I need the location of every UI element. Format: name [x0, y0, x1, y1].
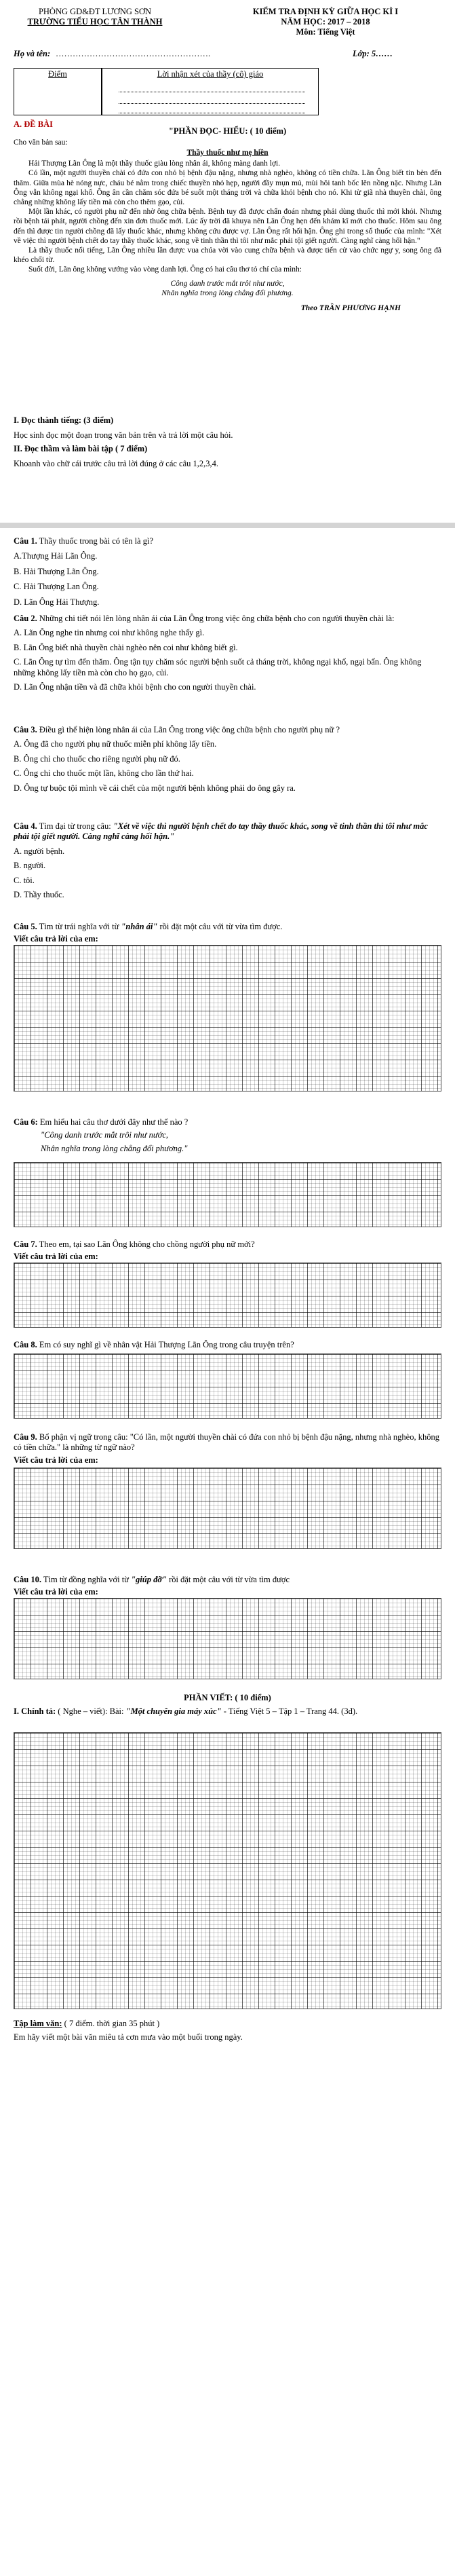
q3-text: Điều gì thể hiện lòng nhân ái của Lãn Ông trong việc ông chữa bệnh cho người phụ nữ ?	[39, 725, 340, 734]
page-separator	[0, 523, 455, 528]
q1-option-b[interactable]: B. Hải Thượng Lãn Ông.	[14, 566, 99, 576]
dept-name: PHÒNG GD&ĐT LƯƠNG SƠN	[38, 7, 152, 16]
q2-text: Những chi tiết nói lên lòng nhân ái của Lãn Ông trong việc ông chữa bệnh cho con người thuyền chài là:	[39, 614, 395, 623]
q4-option-d[interactable]: D. Thầy thuốc.	[14, 890, 64, 900]
q1-option-a[interactable]: A.Thượng Hải Lãn Ông.	[14, 551, 98, 561]
reading-silent-heading: II. Đọc thầm và làm bài tập ( 7 điểm)	[14, 444, 148, 453]
exam-title: KIỂM TRA ĐỊNH KỲ GIỮA HỌC KÌ I	[252, 7, 399, 16]
q6-poem-line-2: Nhân nghĩa trong lòng chẳng đổi phương."	[41, 1143, 188, 1153]
question-6	[14, 1117, 441, 1154]
q2-label: Câu 2.	[14, 614, 37, 623]
story-paragraph-2: Có lần, một người thuyền chài có đứa con nhỏ bị bệnh đậu nặng, nhưng nhà nghèo, không có tiền chữa. Lãn Ông biết tin bèn đến thăm. Giữa mùa hè nóng nực, cháu bé nằm trong chiếc thuyền nhỏ hẹp, người đầy mụn mủ, mùi hôi tanh bốc lên nồng nặc. Nhưng Lãn Ông vẫn không ngại khổ. Ông ân cần chăm sóc đứa bé suốt một tháng trời và chữa khỏi bệnh cho nó. Khi từ giã nhà thuyền chài, ông chẳng những không lấy tiền mà còn cho thêm gạo, củi.	[14, 169, 441, 207]
q5-answer-label: Viết câu trả lời của em:	[14, 934, 98, 944]
q2-option-b[interactable]: B. Lãn Ông biết nhà thuyền chài nghèo nên coi như không biết gì.	[14, 642, 238, 652]
q8-text: Em có suy nghĩ gì về nhân vật Hải Thượng Lãn Ông trong câu truyện trên?	[39, 1340, 294, 1349]
poem-line-1: Công danh trước mắt trôi như nước,	[170, 279, 285, 288]
q10-answer-label: Viết câu trả lời của em:	[14, 1587, 98, 1597]
q4-text: Tìm đại từ trong câu:	[39, 821, 111, 831]
q10-text-before: Tìm từ đồng nghĩa với từ	[43, 1575, 129, 1584]
question-8	[14, 1340, 441, 1350]
q4-label: Câu 4.	[14, 821, 37, 831]
q8-label: Câu 8.	[14, 1340, 37, 1349]
q5-text-after: rồi đặt một câu với từ vừa tìm được.	[159, 922, 283, 931]
score-label: Điểm	[48, 69, 67, 79]
q4-quote: "Xét về việc thì người bệnh chết do tay thầy thuốc khác, song về tinh thần thì tôi như mắc phải tội giết người. Càng nghĩ càng hối hận."	[14, 821, 428, 842]
dictation-grid[interactable]	[14, 1732, 441, 2009]
author: Theo TRẦN PHƯƠNG HẠNH	[300, 304, 401, 313]
part-a-heading: A. ĐỀ BÀI	[14, 119, 53, 129]
q10-text-after: rồi đặt một câu với từ vừa tìm được	[169, 1575, 290, 1584]
school-year: NĂM HỌC: 2017 – 2018	[281, 17, 370, 26]
page-1	[0, 0, 455, 523]
q2-option-a[interactable]: A. Lãn Ông nghe tin nhưng coi như không nghe thấy gì.	[14, 628, 205, 638]
part-reading-title: "PHẦN ĐỌC- HIỂU: ( 10 điểm)	[168, 126, 287, 136]
q3-label: Câu 3.	[14, 725, 37, 734]
class-label[interactable]: Lớp: 5……	[353, 49, 393, 58]
reading-aloud-text: Học sinh đọc một đoạn trong văn bản trên và trả lời một câu hỏi.	[14, 430, 233, 440]
q9-answer-label: Viết câu trả lời của em:	[14, 1455, 98, 1465]
story-paragraph-5: Suốt đời, Lãn ông không vướng vào vòng danh lợi. Ông có hai câu thơ tỏ chí của mình:	[28, 265, 302, 274]
question-5	[14, 922, 441, 945]
question-4	[14, 821, 441, 900]
story-paragraph-1: Hải Thượng Lãn Ông là một thầy thuốc giàu lòng nhân ái, không màng danh lợi.	[28, 160, 281, 168]
comment-line-2	[119, 103, 305, 104]
q7-answer-grid[interactable]	[14, 1263, 441, 1328]
q6-text: Em hiểu hai câu thơ dưới đây như thế nào ?	[39, 1117, 189, 1127]
story-paragraph-4: Là thầy thuốc nổi tiếng, Lãn Ông nhiều lần được vua chúa vời vào cung chữa bệnh và được tiến cử vào chức ngự y, song ông đã khéo chối từ.	[14, 246, 441, 265]
q4-option-c[interactable]: C. tôi.	[14, 875, 35, 885]
school-name: TRƯỜNG TIỂU HỌC TÂN THÀNH	[27, 17, 163, 26]
essay-label: Tập làm văn:	[14, 2019, 62, 2028]
question-7	[14, 1239, 441, 1263]
q5-text-before: Tìm từ trái nghĩa với từ	[39, 922, 119, 931]
q8-answer-grid[interactable]	[14, 1354, 441, 1419]
q7-label: Câu 7.	[14, 1239, 37, 1249]
story-paragraph-3: Một lần khác, có người phụ nữ đến nhờ ông chữa bệnh. Bệnh tuy đã được chẩn đoán nhưng phải dùng thuốc thì mới khỏi. Nhưng rồi bệnh tái phát, người chồng đến xin đơn thuốc mới. Lúc ấy trời đã khuya nên Lãn Ông hẹn đến khám kĩ mới cho thuốc. Hôm sau ông đến thì được tin người chồng đã lấy thuốc khác, nhưng không cứu được vợ. Lãn Ông rất hối hận. Ông ghi trong sổ thuốc của mình: "Xét về việc thì người bệnh chết do tay thầy thuốc khác, song về tinh thần thì tôi như mắc phải tội giết người. Càng nghĩ càng hối hận."	[14, 208, 441, 245]
q6-answer-grid[interactable]	[14, 1162, 441, 1227]
q7-answer-label: Viết câu trả lời của em:	[14, 1252, 98, 1262]
q3-option-a[interactable]: A. Ông đã cho người phụ nữ thuốc miễn phí không lấy tiền.	[14, 739, 217, 749]
question-1	[14, 536, 441, 608]
dictation-text: ( Nghe – viết): Bài:	[58, 1706, 124, 1716]
q2-option-c[interactable]: C. Lãn Ông tự tìm đến thăm. Ông tận tụy chăm sóc người bệnh suốt cả tháng trời, không ngại khổ, ngại bẩn. Ông không những không lấy tiền mà còn cho họ gạo, củi.	[14, 657, 422, 677]
question-3	[14, 725, 441, 794]
instruction: Cho văn bản sau:	[14, 138, 68, 147]
q7-text: Theo em, tại sao Lãn Ông không cho chồng người phụ nữ mới?	[39, 1239, 255, 1249]
name-field[interactable]: ……………………………………………….	[56, 49, 211, 58]
q5-label: Câu 5.	[14, 922, 37, 931]
q5-keyword: "nhân ái"	[121, 922, 158, 931]
q10-label: Câu 10.	[14, 1575, 41, 1584]
name-label: Họ và tên:	[14, 49, 51, 58]
essay-instructions	[14, 2019, 441, 2029]
reading-aloud-heading: I. Đọc thành tiếng: (3 điểm)	[14, 415, 114, 425]
q1-text: Thầy thuốc trong bài có tên là gì?	[39, 536, 153, 546]
story	[14, 148, 441, 313]
subject: Môn: Tiếng Việt	[296, 27, 355, 37]
q1-option-c[interactable]: C. Hải Thượng Lan Ông.	[14, 582, 99, 592]
q3-option-b[interactable]: B. Ông chỉ cho thuốc cho riêng người phụ nữ đó.	[14, 753, 180, 764]
poem-line-2: Nhân nghĩa trong lòng chẳng đổi phương.	[161, 288, 294, 297]
q2-option-d[interactable]: D. Lãn Ông nhận tiền và đã chữa khỏi bệnh cho con người thuyền chài.	[14, 682, 256, 692]
question-10	[14, 1575, 441, 1598]
dictation-title: "Một chuyên gia máy xúc"	[125, 1706, 222, 1716]
reading-silent-text: Khoanh vào chữ cái trước câu trả lời đúng ở các câu 1,2,3,4.	[14, 459, 219, 468]
q6-poem-line-1: "Công danh trước mắt trôi như nước,	[41, 1130, 169, 1140]
q3-option-c[interactable]: C. Ông chỉ cho thuốc một lần, không cho lần thứ hai.	[14, 768, 194, 779]
q6-label: Câu 6:	[14, 1117, 38, 1127]
essay-points: ( 7 điểm. thời gian 35 phút )	[64, 2019, 160, 2028]
story-title: Thầy thuốc như mẹ hiền	[186, 149, 269, 157]
q3-option-d[interactable]: D. Ông tự buộc tội mình về cái chết của một người bệnh không phải do ông gây ra.	[14, 783, 296, 793]
q1-label: Câu 1.	[14, 536, 37, 546]
question-9	[14, 1432, 441, 1466]
dictation-label: I. Chính tả:	[14, 1706, 56, 1716]
writing-part-title: PHẦN VIẾT: ( 10 điểm)	[184, 1693, 271, 1702]
q4-option-a[interactable]: A. người bệnh.	[14, 846, 65, 856]
q9-text: Bổ phận vị ngữ trong câu: "Có lần, một người thuyền chài có đứa con nhỏ bị bệnh đậu nặng, nhưng nhà nghèo, không có tiền chữa." là những từ ngữ nào?	[14, 1432, 439, 1453]
question-2	[14, 614, 441, 692]
q10-answer-grid[interactable]	[14, 1598, 441, 1679]
q10-keyword: "giúp đỡ"	[131, 1575, 167, 1584]
dictation-source: - Tiếng Việt 5 – Tập 1 – Trang 44. (3đ).	[223, 1706, 358, 1716]
dictation-instructions	[14, 1706, 441, 1717]
comment-label: Lời nhận xét của thầy (cô) giáo	[157, 69, 264, 79]
essay-task: Em hãy viết một bài văn miêu tả cơn mưa vào một buổi trong ngày.	[14, 2032, 243, 2042]
q5-answer-grid[interactable]	[14, 945, 441, 1091]
q9-label: Câu 9.	[14, 1432, 37, 1442]
q4-option-b[interactable]: B. người.	[14, 861, 46, 871]
q9-answer-grid[interactable]	[14, 1468, 441, 1549]
q1-option-d[interactable]: D. Lãn Ông Hải Thượng.	[14, 597, 100, 607]
page-2	[0, 528, 455, 2047]
